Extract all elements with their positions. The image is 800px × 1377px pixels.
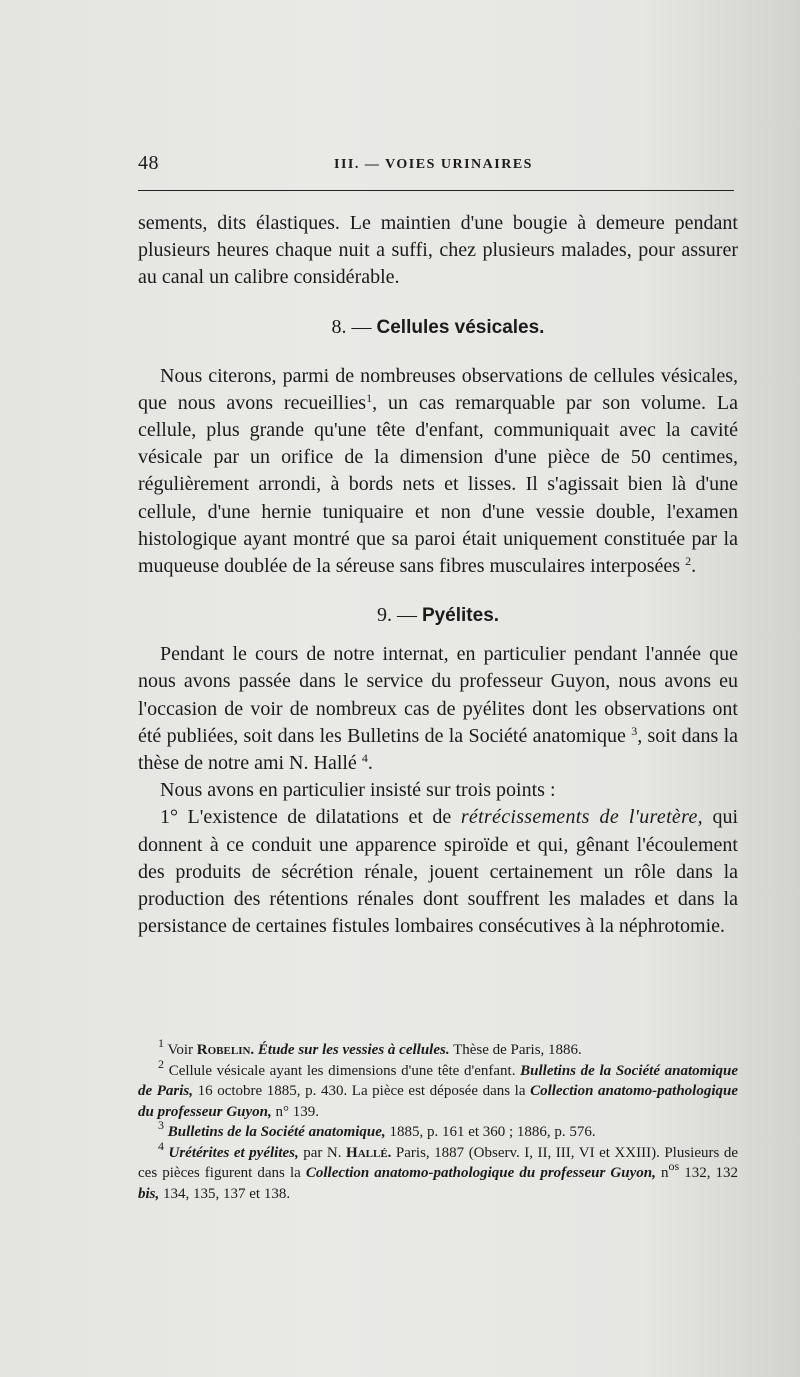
main-text [138, 210, 738, 940]
points-intro-paragraph: Nous avons en particulier insisté sur trois points : [160, 779, 556, 802]
section-heading-8 [138, 314, 738, 341]
footnote-ref-4[interactable]: 4 [361, 751, 368, 766]
page-header [138, 152, 734, 182]
footnote-4: $^4$ Urétérites et pyélites, par N. Hallé. Paris, 1887 (Observ. I, II, III, VI et XXIII). Plusieurs de ces pièces figurent dans la Collection anatomo-pathologique du professeur Guyon, $n^{os}$ 132, 132 bis, 134, 135, 137 et 138. [138, 1138, 739, 1202]
footnote-ref-3[interactable]: 3 [631, 723, 638, 738]
intro-paragraph: sements, dits élastiques. Le maintien d'une bougie à demeure pendant plusieurs heures chaque nuit a suffi, chez plusieurs malades, pour assurer au canal un calibre considérable. [138, 212, 738, 289]
section-title: Pyélites. [421, 605, 500, 627]
section8-paragraph: Nous citerons, parmi de nombreuses observations de cellules vésicales, que nous avons recueillies$^1$, un cas remarquable par son volume. La cellule, plus grande qu'une tête d'enfant, communiquait avec la cavité vésicale par un orifice de la dimension d'une pièce de 50 centimes, régulièrement arrondi, à bords nets et lisses. Il s'agissait bien là d'une cellule, d'une hernie tuniquaire et non d'une vessie double, l'examen histologique ayant montré que sa paroi était uniquement constituée par la muqueuse doublée de la séreuse sans fibres musculaires interposées $^2$. [138, 364, 739, 578]
section-number: 8. — [331, 315, 372, 338]
footnote-3: $^3$ Bulletins de la Société anatomique, 1885, p. 161 et 360 ; 1886, p. 576. [158, 1118, 596, 1140]
page-number: 48 [138, 152, 159, 174]
footnote-ref-1[interactable]: 1 [366, 390, 373, 405]
footnote-2: $^2$ Cellule vésicale ayant les dimensions d'une tête d'enfant. Bulletins de la Société anatomique de Paris, 16 octobre 1885, p. 430. La pièce est déposée dans la Collection anatomo-pathologique du professeur Guyon, n° 139. [138, 1056, 739, 1120]
point-1-paragraph: 1° L'existence de dilatations et de rétrécissements de l'uretère, qui donnent à ce conduit une apparence spiroïde et qui, gênant l'écoulement des produits de sécrétion rénale, jouent certainement un rôle dans la production des rétentions rénales dont souffrent les malades et dans la persistance de certaines fistules lombaires consécutives à la néphrotomie. [138, 806, 739, 938]
footnotes [138, 1036, 739, 1204]
section-heading-9 [138, 602, 738, 629]
running-head: III. — VOIES URINAIRES [334, 157, 533, 172]
footnote-1: $^1$ Voir Robelin. Étude sur les vessies à cellules. Thèse de Paris, 1886. [158, 1036, 582, 1058]
section-title: Cellules vésicales. [376, 316, 545, 338]
footnote-ref-2[interactable]: 2 [685, 554, 692, 569]
section-number: 9. — [376, 604, 417, 627]
header-rule [138, 190, 734, 191]
section9-paragraph: Pendant le cours de notre internat, en particulier pendant l'année que nous avons passée dans le service du professeur Guyon, nous avons eu l'occasion de voir de nombreux cas de pyélites dont les observations ont été publiées, soit dans les Bulletins de la Société anatomique $^3$, soit dans la thèse de notre ami N. Hallé $^4$. [138, 643, 738, 775]
